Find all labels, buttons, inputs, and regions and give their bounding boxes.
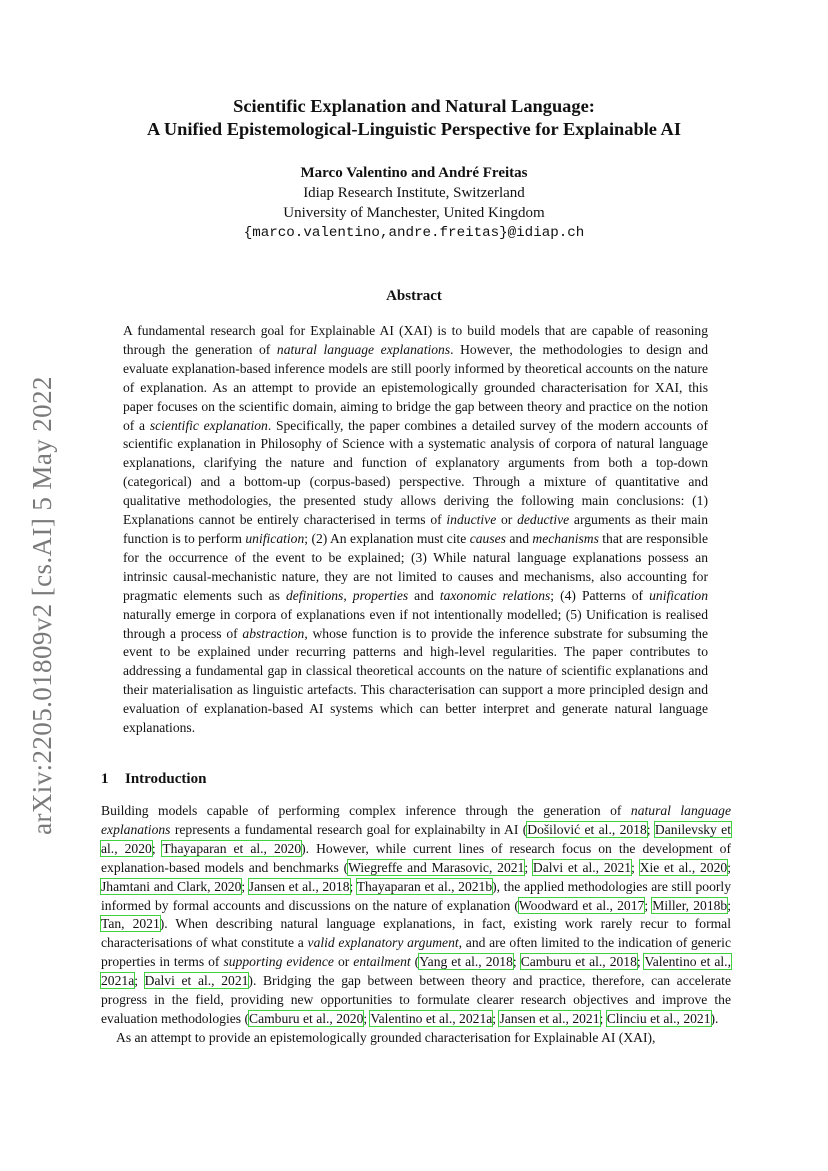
citation-separator: ;: [636, 954, 645, 970]
intro-text: (: [410, 954, 420, 970]
abstract-text: arguments as their main function is to perform: [123, 512, 708, 546]
intro-text: , and are often limited to the indication of generic properties in terms of: [101, 935, 731, 970]
intro-text: ). When describing natural language explanations, in fact, existing work rarely recur to formal characterisations of what constitute a: [101, 916, 731, 951]
intro-text: ). Bridging the gap between between theory and practice, therefore, can accelerate progress in the field, providing new opportunities to formulate clearer research objectives and improve the evaluation methodologies (: [101, 973, 731, 1026]
citation-link[interactable]: Xie et al., 2020: [639, 859, 728, 875]
abstract-text: . However, the methodologies to design and evaluate explanation-based inference models are still poorly informed by theoretical accounts on the nature of explanation. As an attempt to provide an epistemologically grounded characterisation for XAI, this paper focuses on the scientific domain, aiming to bridge the gap between theory and practice on the notion of a: [123, 341, 709, 433]
abstract-emphasis: properties: [352, 587, 409, 603]
citation-link[interactable]: Clinciu et al., 2021: [606, 1010, 711, 1026]
citation-link[interactable]: Valentino et al., 2021a: [370, 1010, 493, 1026]
intro-emphasis: valid explanatory argument: [307, 935, 459, 951]
abstract-body: [123, 322, 708, 738]
author-names: Marco Valentino and André Freitas: [300, 165, 528, 181]
citation-separator: ;: [727, 897, 732, 913]
abstract-text: ; (2) An explanation must cite: [304, 530, 470, 546]
citation-link[interactable]: Miller, 2018b: [652, 897, 728, 913]
abstract-text: , whose function is to provide the inference substrate for subsuming the event to be explained under recurring patterns and high-level regularities. The paper contributes to addressing a fundamental gap in classical theoretical accounts on the nature of scientific explanations and their materialisation as linguistic artefacts. This characterisation can support a more principled design and evaluation of explanation-based AI systems which can better interpret and generate natural language explanations.: [123, 625, 709, 736]
abstract-emphasis: unification: [649, 587, 708, 603]
author-email: {marco.valentino,andre.freitas}@idiap.ch: [243, 225, 585, 241]
abstract-emphasis: mechanisms: [532, 530, 599, 546]
citation-link[interactable]: Wiegreffe and Marasovic, 2021: [348, 859, 525, 875]
citation-link[interactable]: Tan, 2021: [101, 916, 160, 932]
abstract-text: that are responsible for the occurrence of the event to be explained; (3) While natural language explanations possess an intrinsic causal-mechanistic nature, they are not limited to causes and mechanisms, also accounting for pragmatic elements such as: [123, 530, 708, 603]
citation-link[interactable]: Thayaparan et al., 2021b: [356, 878, 493, 894]
abstract-text: ,: [343, 587, 353, 603]
intro-paragraph-1: [101, 802, 731, 1029]
citation-link[interactable]: Jansen et al., 2021: [499, 1010, 600, 1026]
intro-text: ).: [710, 1010, 719, 1026]
title-line-1: Scientific Explanation and Natural Language:: [233, 96, 595, 116]
citation-link[interactable]: Dalvi et al., 2021: [144, 973, 249, 989]
citation-link[interactable]: Danilevsky et al., 2020: [101, 821, 731, 856]
citation-link[interactable]: Camburu et al., 2020: [249, 1010, 364, 1026]
citation-separator: ;: [241, 878, 249, 894]
arxiv-identifier: [22, 370, 62, 840]
citation-separator: ;: [363, 1010, 371, 1026]
abstract-text: ; (4) Patterns of: [550, 587, 650, 603]
citation-separator: ;: [151, 840, 163, 856]
arxiv-identifier-text: arXiv:2205.01809v2 [cs.AI] 5 May 2022: [26, 375, 57, 835]
intro-text: ), the applied methodologies are still poorly informed by formal accounts and discussions on the nature of explanation (: [101, 878, 731, 913]
abstract-emphasis: unification: [245, 530, 305, 546]
abstract-emphasis: taxonomic relations: [439, 587, 551, 603]
introduction-body: [101, 802, 731, 1048]
intro-text: or: [333, 954, 354, 970]
citation-separator: ;: [524, 859, 533, 875]
abstract-emphasis: definitions: [285, 587, 344, 603]
citation-link[interactable]: Thayaparan et al., 2020: [162, 840, 302, 856]
section-title: Introduction: [125, 771, 207, 787]
intro-text: ). However, while current lines of research focus on the development of explanation-based models and benchmarks (: [101, 840, 731, 875]
author-block: [0, 163, 828, 243]
abstract-text: or: [496, 512, 518, 528]
citation-separator: ;: [646, 821, 655, 837]
title-line-2: A Unified Epistemological-Linguistic Perspective for Explainable AI: [146, 119, 681, 139]
intro-emphasis: entailment: [353, 954, 411, 970]
citation-separator: ;: [134, 973, 145, 989]
section-number: 1: [101, 771, 109, 787]
citation-link[interactable]: Valentino et al., 2021a: [101, 954, 731, 989]
citation-link[interactable]: Jhamtani and Clark, 2020: [101, 878, 242, 894]
abstract-paragraph: [123, 322, 708, 738]
intro-text: represents a fundamental research goal for explainabilty in AI (: [170, 821, 528, 837]
citation-link[interactable]: Woodward et al., 2017: [518, 897, 645, 913]
citation-separator: ;: [727, 859, 731, 875]
abstract-text: and: [505, 530, 533, 546]
abstract-emphasis: inductive: [446, 512, 497, 528]
abstract-heading: Abstract: [386, 288, 442, 304]
intro-emphasis: natural language explanations: [101, 803, 731, 837]
abstract-text: naturally emerge in corpora of explanations even if not intentionally modelled; (5) Unification is realised through a process of: [123, 606, 708, 641]
abstract-text: and: [408, 587, 440, 603]
citation-link[interactable]: Dalvi et al., 2021: [532, 859, 632, 875]
abstract-emphasis: causes: [469, 530, 506, 546]
abstract-text: A fundamental research goal for Explainable AI (XAI) is to build models that are capable of reasoning through the generation of: [123, 323, 708, 357]
abstract-text: . Specifically, the paper combines a detailed survey of the modern accounts of scientific explanation in Philosophy of Science with a systematic analysis of corpora of natural language explanations, clarifying the nature and function of explanatory arguments from both a top-down (categorical) and a bottom-up (corpus-based) perspective. Through a mixture of quantitative and qualitative methodologies, the presented study allows deriving the following main conclusions: (1) Explanations cannot be entirely characterised in terms of: [123, 417, 708, 528]
abstract-emphasis: scientific explanation: [149, 417, 268, 433]
intro-paragraph-2: As an attempt to provide an epistemologically grounded characterisation for Explainable AI (XAI),: [116, 1029, 656, 1045]
citation-link[interactable]: Došilović et al., 2018: [527, 821, 647, 837]
citation-link[interactable]: Jansen et al., 2018: [248, 878, 350, 894]
citation-separator: ;: [599, 1010, 607, 1026]
citation-link[interactable]: Camburu et al., 2018: [520, 954, 637, 970]
abstract-emphasis: deductive: [517, 512, 570, 528]
intro-emphasis: supporting evidence: [223, 954, 334, 970]
abstract-emphasis: abstraction: [242, 625, 305, 641]
affiliation-manchester: University of Manchester, United Kingdom: [283, 205, 545, 221]
intro-text: Building models capable of performing complex inference through the generation of: [101, 803, 631, 818]
citation-separator: ;: [644, 897, 653, 913]
citation-separator: ;: [631, 859, 640, 875]
citation-separator: ;: [349, 878, 357, 894]
citation-link[interactable]: Yang et al., 2018: [419, 954, 513, 970]
citation-separator: ;: [512, 954, 521, 970]
section-heading-introduction: [101, 771, 206, 788]
citation-separator: ;: [492, 1010, 500, 1026]
paper-title: [0, 95, 828, 141]
abstract-emphasis: natural language explanations: [276, 341, 451, 357]
affiliation-idiap: Idiap Research Institute, Switzerland: [303, 185, 525, 201]
